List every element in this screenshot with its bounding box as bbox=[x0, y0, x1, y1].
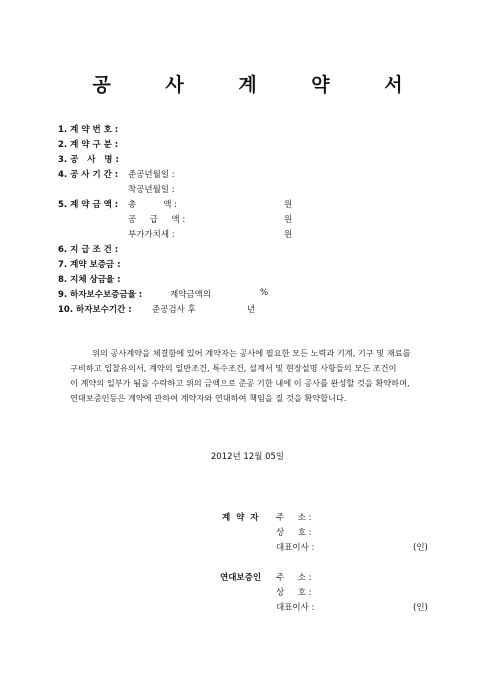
item-contract-guarantee: 7. 계약 보증금 : bbox=[58, 260, 121, 270]
item-contract-number: 1. 계 약 번 호 : bbox=[58, 125, 119, 135]
item-construction-period: 4. 공 사 기 간 : bbox=[58, 170, 119, 180]
percent-unit: % bbox=[260, 288, 269, 298]
item-contract-amount: 5. 계 약 금 액 : bbox=[58, 200, 119, 210]
vat-label: 부가가치세 : bbox=[128, 230, 175, 240]
supply-amount-label: 공 급 액 : bbox=[128, 215, 186, 225]
item-defect-period: 10. 하자보수기간 : bbox=[58, 305, 132, 315]
contractor-label: 계 약 자 bbox=[222, 513, 259, 523]
contract-body-paragraph bbox=[70, 346, 430, 406]
contractor-seal-mark: (인) bbox=[413, 543, 428, 553]
contractor-company-label: 상 호 : bbox=[276, 528, 312, 538]
item-defect-guarantee: 9. 하자보수보증금율 : bbox=[58, 290, 143, 300]
item-contract-type: 2. 계 약 구 분 : bbox=[58, 140, 119, 150]
body-line-1: 위의 공사계약을 체결함에 있어 계약자는 공사에 필요한 모든 노력과 기계, 기구 및 재료를 bbox=[92, 348, 411, 358]
item-late-penalty: 8. 지체 상금율 : bbox=[58, 275, 121, 285]
body-line-3: 이 계약의 일부가 됨을 수락하고 위의 금액으로 준공 기한 내에 이 공사를 완성할 것을 확약하며, bbox=[70, 378, 410, 388]
completion-date-label: 준공년월일 : bbox=[128, 170, 175, 180]
contractor-ceo-label: 대표이사 : bbox=[276, 543, 315, 553]
total-won-unit: 원 bbox=[284, 200, 293, 210]
body-line-4: 연대보증인등은 계약에 관하여 계약자와 연대하여 책임을 질 것을 확약합니다. bbox=[70, 393, 347, 403]
guarantor-ceo-label: 대표이사 : bbox=[276, 603, 315, 613]
start-date-label: 착공년월일 : bbox=[128, 185, 175, 195]
document-title: 공 사 계 약 서 bbox=[92, 74, 427, 96]
contract-date: 2012년 12월 05일 bbox=[210, 452, 285, 462]
guarantor-seal-mark: (인) bbox=[413, 603, 428, 613]
guarantor-label: 연대보증인 bbox=[220, 573, 262, 583]
year-unit: 년 bbox=[247, 305, 256, 315]
contractor-address-label: 주 소 : bbox=[276, 513, 312, 523]
total-amount-label: 총 액 : bbox=[128, 200, 178, 210]
guarantor-address-label: 주 소 : bbox=[276, 573, 312, 583]
item-work-name: 3. 공 사 명 : bbox=[58, 155, 119, 165]
vat-won-unit: 원 bbox=[284, 230, 293, 240]
item-payment-terms: 6. 지 급 조 건 : bbox=[58, 245, 119, 255]
defect-period-value: 준공검사 후 bbox=[152, 305, 196, 315]
defect-guarantee-value: 계약금액의 bbox=[170, 290, 212, 300]
guarantor-company-label: 상 호 : bbox=[276, 588, 312, 598]
body-line-2: 구비하고 입찰유의서, 계약의 일반조건, 특수조건, 설계서 및 현장설명 사항들의 모든 조건이 bbox=[70, 363, 397, 373]
supply-won-unit: 원 bbox=[284, 215, 293, 225]
